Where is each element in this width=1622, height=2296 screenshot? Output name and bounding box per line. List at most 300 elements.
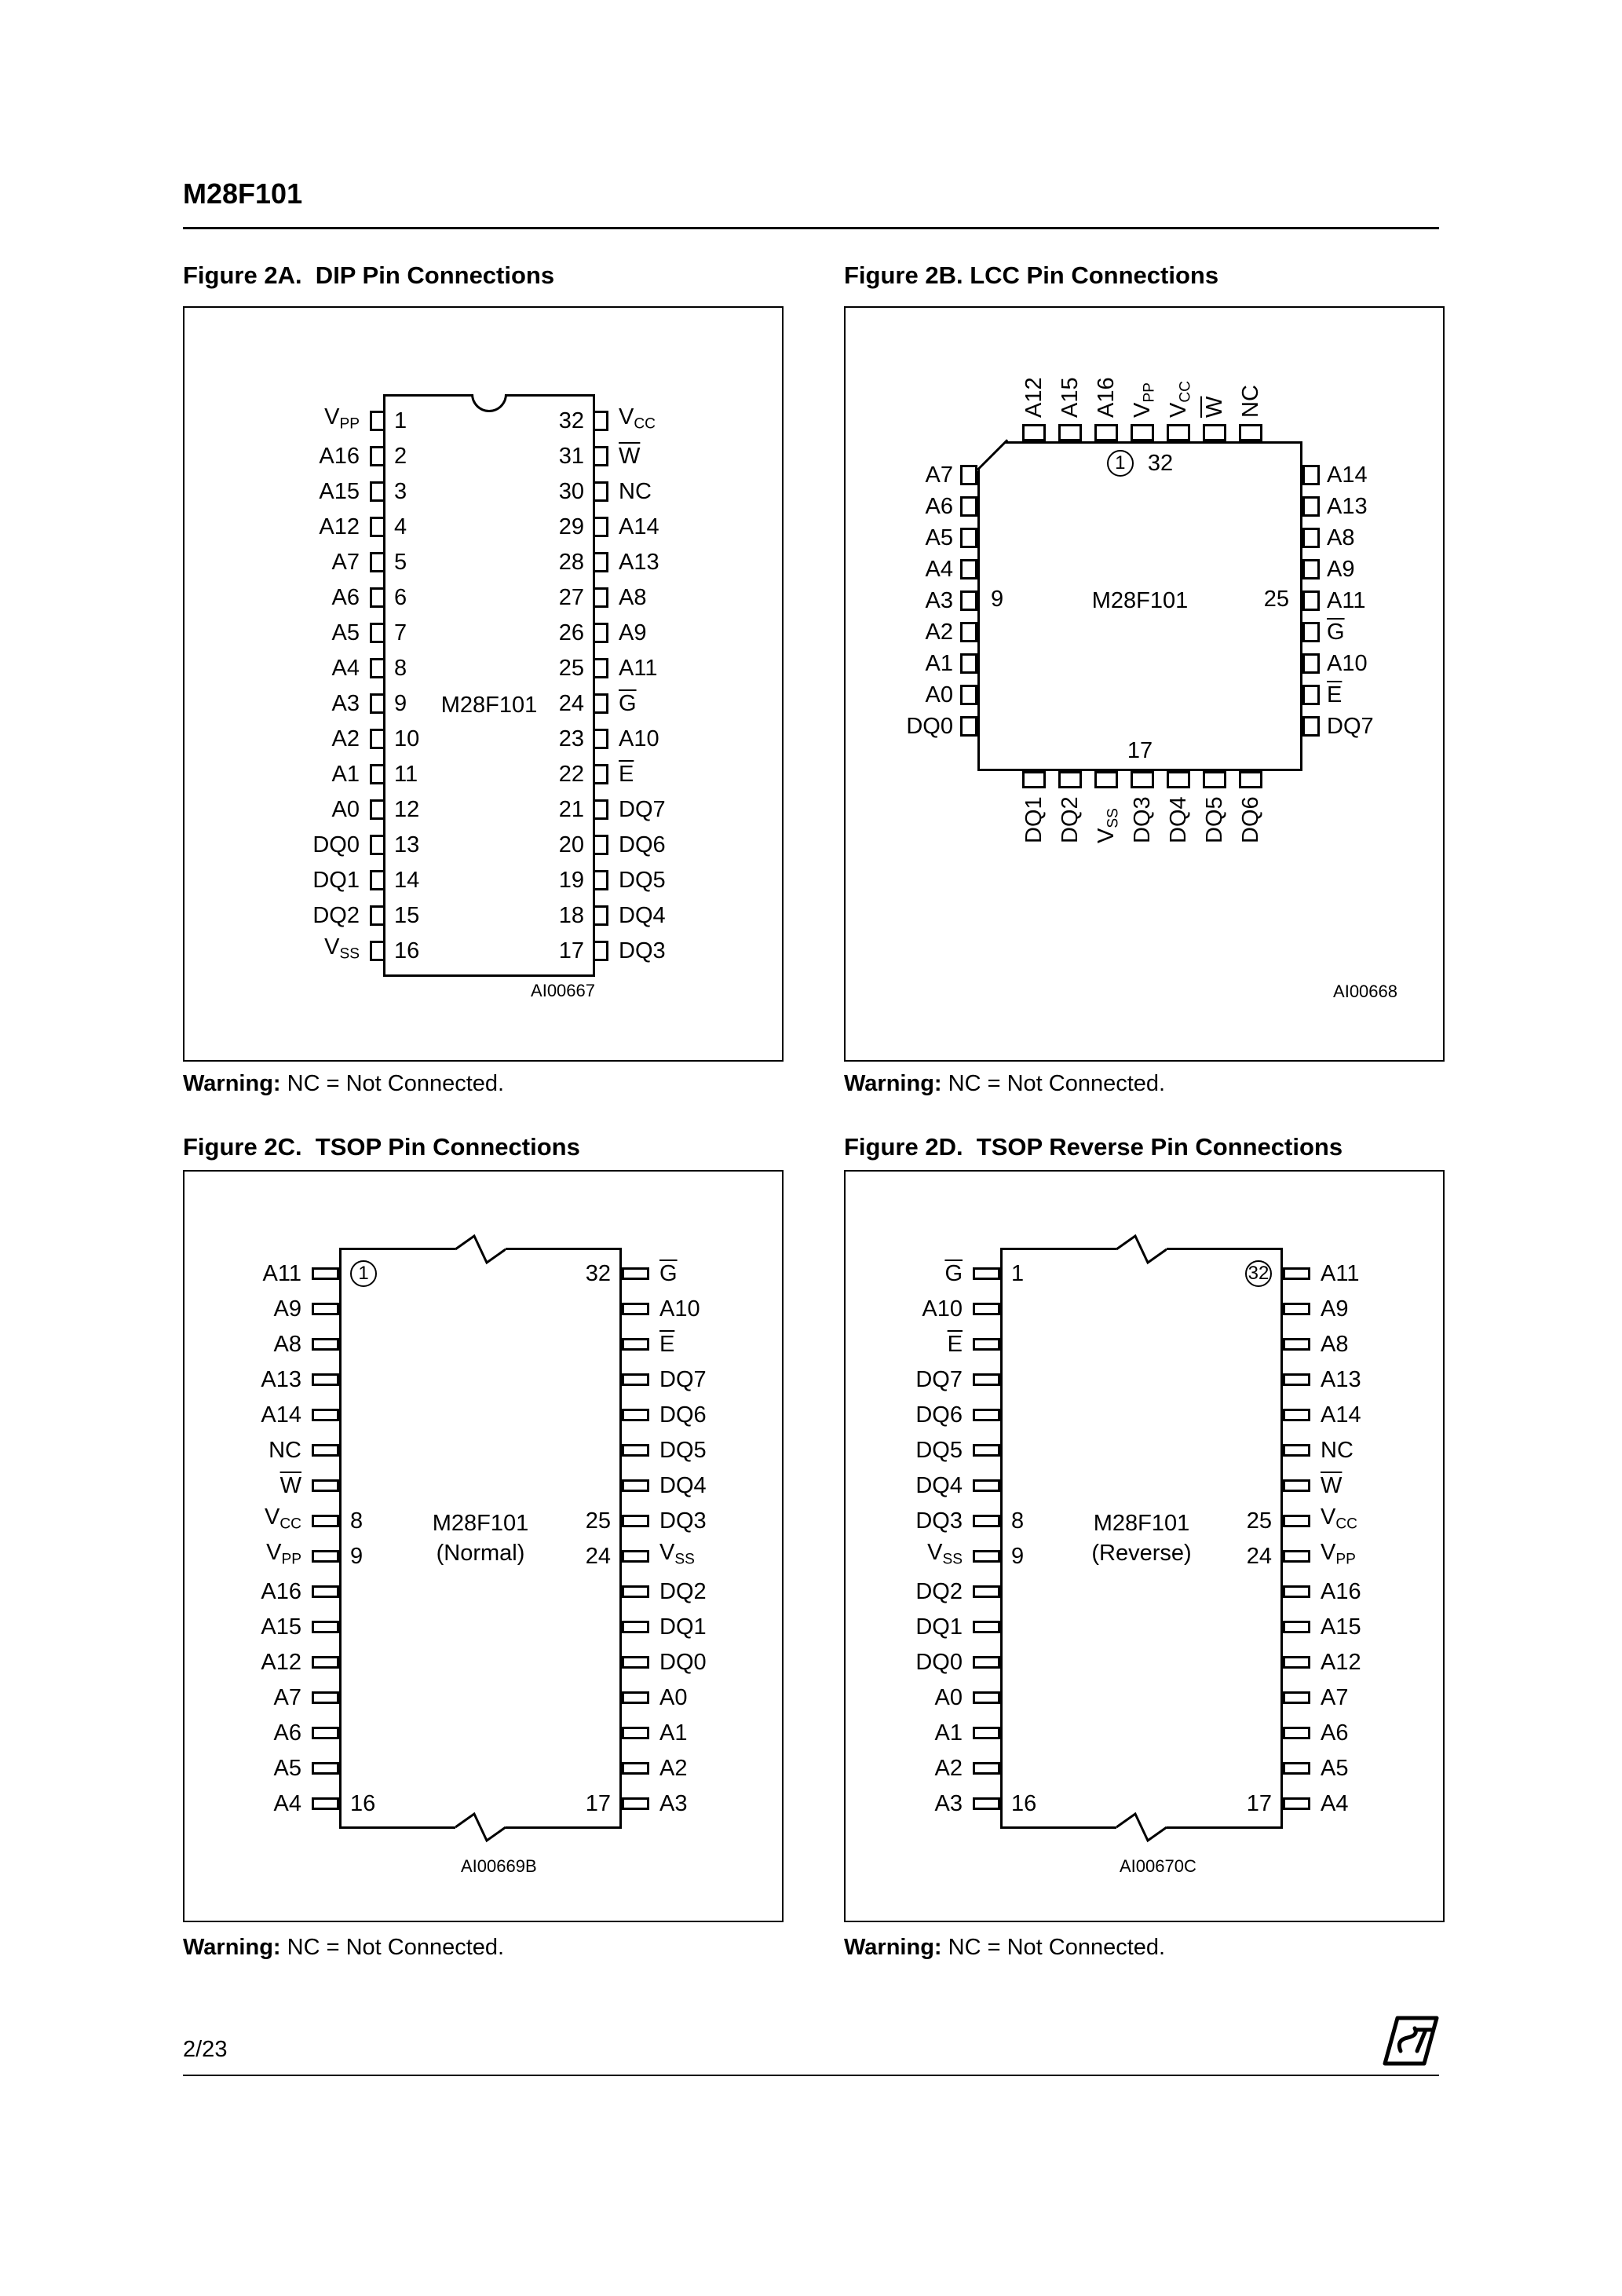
pin-icon <box>1283 1585 1310 1598</box>
pin-label: A4 <box>331 655 360 681</box>
pin-label: A16 <box>1321 1578 1361 1604</box>
chip-name <box>342 1508 619 1568</box>
pin-label: DQ3 <box>915 1508 963 1534</box>
tsop-diagram <box>193 1256 768 1821</box>
pin-label: $V_{SS}$ <box>927 1539 963 1568</box>
pin-label: A10 <box>619 726 659 751</box>
chip-variant-line: (Normal) <box>436 1541 525 1566</box>
chip-name <box>1003 1508 1280 1568</box>
pin-label-text: $\overline{W}$ <box>1202 396 1227 418</box>
pin-label-text: DQ2 <box>1058 796 1083 843</box>
pin-icon <box>370 517 383 537</box>
pin-label-text: $V_{CC}$ <box>1166 381 1194 418</box>
pin-icon <box>960 716 977 737</box>
pin-label: A11 <box>262 1260 301 1286</box>
pin-icon <box>973 1656 1000 1669</box>
pin-icon <box>973 1409 1000 1421</box>
pin-label: A1 <box>934 1720 963 1746</box>
pin-number: 7 <box>394 620 407 645</box>
pin-icon <box>1283 1303 1310 1315</box>
pin-icon <box>1302 622 1320 642</box>
pin-label: A6 <box>925 494 953 519</box>
pin-icon <box>1283 1762 1310 1775</box>
pin-label: $\overline{E}$ <box>1327 682 1343 707</box>
pin-label: DQ3 <box>659 1508 707 1534</box>
chip-name: M28F101 <box>1091 588 1189 613</box>
pin-label: DQ2 <box>312 902 360 928</box>
pin-icon <box>622 1267 649 1280</box>
pin-icon <box>960 528 977 548</box>
pin-number: 22 <box>558 761 584 787</box>
pin-icon <box>1239 771 1262 788</box>
pin-number: 17 <box>585 1790 611 1816</box>
pin-icon <box>973 1621 1000 1633</box>
pin-number: 21 <box>558 796 584 822</box>
pin-icon <box>312 1550 339 1563</box>
pin-icon <box>622 1444 649 1457</box>
pin-label: A12 <box>1321 1649 1361 1675</box>
pin-number: 25 <box>558 655 584 681</box>
pin-label: A1 <box>659 1720 688 1746</box>
pin-label: DQ6 <box>659 1402 707 1428</box>
pin-number: 3 <box>394 478 407 504</box>
pin-icon <box>1203 771 1226 788</box>
pin-icon <box>973 1338 1000 1351</box>
pin-number: 6 <box>394 584 407 610</box>
pin-icon <box>960 622 977 642</box>
pin-label: $V_{SS}$ <box>324 934 360 963</box>
pin-label: $\overline{G}$ <box>659 1260 678 1286</box>
figure-2b-box <box>844 306 1445 1062</box>
pin-label: NC <box>619 478 652 504</box>
pin-icon <box>1167 771 1190 788</box>
pin-label-text: DQ5 <box>1202 796 1227 843</box>
pin-number: 32 <box>585 1260 611 1286</box>
pin-icon <box>595 481 608 502</box>
pin-icon <box>370 870 383 890</box>
warning-label: Warning: <box>183 1935 281 1960</box>
pin-label <box>1164 795 1193 843</box>
pin-number: 15 <box>394 902 420 928</box>
pin-label-text: $V_{SS}$ <box>1094 808 1122 843</box>
pin-icon <box>622 1373 649 1386</box>
pin-icon <box>973 1550 1000 1563</box>
break-line-icon <box>455 1812 506 1843</box>
pin-icon <box>1302 653 1320 674</box>
pin-label-text: DQ4 <box>1166 796 1191 843</box>
pin-label: A7 <box>1321 1684 1349 1710</box>
pin-label: $V_{PP}$ <box>324 404 360 433</box>
pin-icon <box>312 1656 339 1669</box>
pin-icon <box>973 1303 1000 1315</box>
pin1-circle: 1 <box>1107 450 1134 477</box>
pin-icon <box>370 905 383 926</box>
pin-label: A0 <box>659 1684 688 1710</box>
pin-label: $\overline{W}$ <box>279 1472 301 1498</box>
pin-label: A14 <box>1327 462 1368 488</box>
pin-label: A5 <box>925 525 953 550</box>
figure-2b-title: Figure 2B. LCC Pin Connections <box>844 261 1219 289</box>
pin17-number: 17 <box>1127 738 1153 763</box>
pin-icon <box>595 729 608 749</box>
pin1-marker <box>980 450 1300 477</box>
page-title: M28F101 <box>183 177 303 210</box>
pin-label: A12 <box>319 514 360 539</box>
pin-icon <box>370 729 383 749</box>
pin-label <box>1200 795 1229 843</box>
warning-label: Warning: <box>844 1071 942 1096</box>
pin-icon <box>973 1515 1000 1527</box>
pin-label: DQ0 <box>906 714 953 739</box>
chip-name-line: M28F101 <box>432 1511 529 1536</box>
pin-icon <box>622 1797 649 1810</box>
pin25-number: 25 <box>1263 587 1289 612</box>
pin-icon <box>1302 528 1320 548</box>
pin-label: A8 <box>1327 525 1355 550</box>
pin-label: A0 <box>925 682 953 707</box>
pin-icon <box>595 411 608 431</box>
pin-label: DQ7 <box>1327 714 1374 739</box>
warning-text: NC = Not Connected. <box>287 1071 505 1096</box>
pin-label: A16 <box>319 443 360 469</box>
figure-ref: AI00667 <box>531 981 595 1000</box>
pin-icon <box>312 1338 339 1351</box>
pin-icon <box>595 446 608 466</box>
pin-number: 20 <box>558 832 584 857</box>
chip-notch-icon <box>471 394 507 412</box>
pin-icon <box>370 411 383 431</box>
pin-icon <box>370 587 383 608</box>
pin-number: 31 <box>558 443 584 469</box>
header-rule <box>183 227 1439 229</box>
pin-icon <box>595 552 608 572</box>
pin-icon <box>622 1691 649 1704</box>
tsop-chip-body <box>1000 1248 1283 1829</box>
pin-icon <box>1283 1656 1310 1669</box>
figure-2d-box <box>844 1170 1445 1922</box>
pin-label: DQ5 <box>659 1437 707 1463</box>
pin-label: NC <box>1321 1437 1353 1463</box>
pin-icon <box>370 481 383 502</box>
pin-label: A2 <box>934 1755 963 1781</box>
pin-label <box>1092 795 1120 843</box>
lcc-chip-body <box>906 377 1374 843</box>
pin-icon <box>595 693 608 714</box>
footer-rule <box>183 2075 1439 2076</box>
pin-icon <box>973 1267 1000 1280</box>
pin-icon <box>312 1515 339 1527</box>
pin-label: DQ7 <box>659 1366 707 1392</box>
pin-label: NC <box>269 1437 301 1463</box>
pin-label-text: DQ3 <box>1130 796 1155 843</box>
pin-number: 13 <box>394 832 420 857</box>
pin-icon <box>312 1727 339 1739</box>
pin-label: A7 <box>331 549 360 575</box>
pin-icon <box>1283 1409 1310 1421</box>
pin-number: 24 <box>558 690 584 716</box>
pin-label: A14 <box>261 1402 301 1428</box>
pin-label: A2 <box>659 1755 688 1781</box>
pin-label: $\overline{E}$ <box>619 761 634 787</box>
pin-icon <box>1203 424 1226 441</box>
pin1-circle: 1 <box>350 1260 377 1287</box>
pin-label: $\overline{W}$ <box>1321 1472 1343 1498</box>
pin-icon <box>973 1691 1000 1704</box>
pin-number: 16 <box>350 1790 376 1816</box>
pin-icon <box>1302 590 1320 611</box>
pin-label: A8 <box>273 1331 301 1357</box>
warning-2b <box>844 1071 1165 1097</box>
pin-label: DQ0 <box>915 1649 963 1675</box>
pin-label: $V_{PP}$ <box>1321 1539 1356 1568</box>
pin-label: A8 <box>1321 1331 1349 1357</box>
warning-2d <box>844 1935 1165 1961</box>
pin-label-text: A16 <box>1094 377 1119 418</box>
pin-icon <box>370 446 383 466</box>
warning-text: NC = Not Connected. <box>948 1071 1166 1096</box>
pin-icon <box>1283 1267 1310 1280</box>
pin-icon <box>1131 771 1154 788</box>
pin-label-text: $V_{PP}$ <box>1130 382 1158 418</box>
pin-icon <box>973 1797 1000 1810</box>
figure-2a-title: Figure 2A. DIP Pin Connections <box>183 261 555 289</box>
pin-number: 26 <box>558 620 584 645</box>
pin-icon <box>973 1444 1000 1457</box>
pin-label: A5 <box>273 1755 301 1781</box>
pin-label: $\overline{G}$ <box>1327 620 1345 645</box>
pin-icon <box>595 905 608 926</box>
pin-icon <box>1058 771 1082 788</box>
pin-number: 24 <box>1246 1543 1272 1569</box>
pin-number: 5 <box>394 549 407 575</box>
pin-icon <box>1239 424 1262 441</box>
figure-ref: AI00669B <box>461 1856 537 1876</box>
pin-icon <box>1302 685 1320 705</box>
pin-icon <box>622 1621 649 1633</box>
pin-label: DQ4 <box>915 1472 963 1498</box>
pin-icon <box>960 465 977 485</box>
pin-label: $V_{CC}$ <box>1321 1504 1357 1533</box>
pin-icon <box>622 1550 649 1563</box>
break-line-icon <box>455 1234 506 1265</box>
pin-icon <box>622 1727 649 1739</box>
pin-icon <box>1283 1797 1310 1810</box>
pin-icon <box>960 496 977 517</box>
pin-number: 9 <box>1011 1543 1025 1569</box>
pin-icon <box>312 1373 339 1386</box>
pin-number: 11 <box>394 761 418 787</box>
pin-label: A8 <box>619 584 647 610</box>
pin-label: DQ4 <box>619 902 666 928</box>
pin-label: A11 <box>1327 588 1366 613</box>
pin-icon <box>960 590 977 611</box>
pin-number: 12 <box>394 796 420 822</box>
pin-icon <box>973 1727 1000 1739</box>
pin-label: DQ4 <box>659 1472 707 1498</box>
pin-number: 9 <box>350 1543 363 1569</box>
pin-icon <box>960 559 977 579</box>
pin-icon <box>1302 716 1320 737</box>
pin-label: A9 <box>1327 557 1355 582</box>
page-number: 2/23 <box>183 2037 228 2062</box>
pin-number: 24 <box>585 1543 611 1569</box>
pin-icon <box>1302 496 1320 517</box>
figure-2c-title: Figure 2C. TSOP Pin Connections <box>183 1133 580 1161</box>
pin-label: A6 <box>331 584 360 610</box>
pin-icon <box>1094 771 1118 788</box>
pin-number: 1 <box>394 408 407 433</box>
pin-icon <box>595 764 608 784</box>
pin-label: A7 <box>273 1684 301 1710</box>
pin-icon <box>622 1585 649 1598</box>
pin-label <box>1128 795 1156 843</box>
pin-icon <box>622 1515 649 1527</box>
pin-label: A3 <box>925 588 953 613</box>
pin-number: 16 <box>394 938 420 963</box>
pin-label: $\overline{E}$ <box>659 1331 675 1357</box>
pin-number: 17 <box>558 938 584 963</box>
pin-label: A13 <box>261 1366 301 1392</box>
pin-icon <box>370 764 383 784</box>
pin-number: 8 <box>394 655 407 681</box>
pin-icon <box>960 685 977 705</box>
pin-label: A4 <box>925 557 953 582</box>
pin-number: 18 <box>558 902 584 928</box>
figure-2a-box <box>183 306 784 1062</box>
pin-number: 32 <box>558 408 584 433</box>
pin-icon <box>1283 1479 1310 1492</box>
chip-name-line: M28F101 <box>1093 1511 1190 1536</box>
pin-label: A9 <box>1321 1296 1349 1322</box>
pin-label: $\overline{E}$ <box>947 1331 963 1357</box>
pin-icon <box>973 1585 1000 1598</box>
pin-label: DQ2 <box>915 1578 963 1604</box>
break-line-icon <box>1116 1234 1167 1265</box>
pin-label: A1 <box>331 761 360 787</box>
pin-icon <box>312 1691 339 1704</box>
pin-number: 2 <box>394 443 407 469</box>
pin-label: A13 <box>1321 1366 1361 1392</box>
pin-icon <box>312 1409 339 1421</box>
pin-icon <box>1167 424 1190 441</box>
pin-number: 30 <box>558 478 584 504</box>
pin-icon <box>370 623 383 643</box>
pin-label: A5 <box>1321 1755 1349 1781</box>
pin-number: 4 <box>394 514 407 539</box>
pin-label: A3 <box>659 1790 688 1816</box>
pin-label: DQ0 <box>659 1649 707 1675</box>
pin-number: 10 <box>394 726 420 751</box>
pin-label: A15 <box>261 1614 301 1640</box>
pin-icon <box>595 658 608 678</box>
pin-label: A0 <box>331 796 360 822</box>
pin-icon <box>622 1338 649 1351</box>
pin-label-text: A15 <box>1058 377 1083 418</box>
pin-icon <box>1283 1373 1310 1386</box>
pin-icon <box>595 587 608 608</box>
pin-icon <box>312 1762 339 1775</box>
pin-label: A2 <box>331 726 360 751</box>
pin-icon <box>312 1479 339 1492</box>
figure-2d-title: Figure 2D. TSOP Reverse Pin Connections <box>844 1133 1343 1161</box>
pin-label: A7 <box>925 462 953 488</box>
pin-label: A4 <box>1321 1790 1349 1816</box>
pin-icon <box>1283 1515 1310 1527</box>
pin-icon <box>1283 1621 1310 1633</box>
pin-label: $V_{CC}$ <box>619 404 656 433</box>
pin-label: DQ1 <box>659 1614 707 1640</box>
figure-2c-box <box>183 1170 784 1922</box>
warning-label: Warning: <box>844 1935 942 1960</box>
pin-icon <box>973 1762 1000 1775</box>
pin-label: A15 <box>319 478 360 504</box>
pin-number: 9 <box>394 690 407 716</box>
figure-ref: AI00668 <box>1333 982 1397 1001</box>
chip-name: M28F101 <box>440 693 538 718</box>
pin-label: DQ1 <box>915 1614 963 1640</box>
pin-label: A1 <box>925 651 953 676</box>
pin-icon <box>595 623 608 643</box>
pin-label: A9 <box>273 1296 301 1322</box>
pin-icon <box>973 1479 1000 1492</box>
pin-icon <box>595 941 608 961</box>
pin1-circle: 32 <box>1245 1260 1272 1287</box>
pin-label: DQ1 <box>312 867 360 893</box>
pin-label: $\overline{W}$ <box>619 443 641 469</box>
pin-icon <box>1283 1444 1310 1457</box>
pin-icon <box>622 1479 649 1492</box>
dip-diagram <box>232 403 747 968</box>
pin-label: $V_{SS}$ <box>659 1539 695 1568</box>
figure-ref: AI00670C <box>1120 1856 1196 1876</box>
pin-icon <box>370 835 383 855</box>
tsop-reverse-diagram <box>854 1256 1429 1821</box>
pin-label: A10 <box>922 1296 963 1322</box>
pin-label: $\overline{G}$ <box>619 690 637 716</box>
pin-label <box>1164 308 1193 418</box>
pin-icon <box>312 1621 339 1633</box>
pin-icon <box>595 517 608 537</box>
break-line-icon <box>1116 1812 1167 1843</box>
pin-label: DQ6 <box>915 1402 963 1428</box>
pin-icon <box>622 1409 649 1421</box>
pin-icon <box>960 653 977 674</box>
warning-2c <box>183 1935 504 1961</box>
pin-label: A13 <box>619 549 659 575</box>
pin-label: A6 <box>273 1720 301 1746</box>
pin-icon <box>1283 1691 1310 1704</box>
pin-label: $V_{PP}$ <box>266 1539 301 1568</box>
pin-icon <box>312 1267 339 1280</box>
pin-label: A0 <box>934 1684 963 1710</box>
pin-label: A14 <box>1321 1402 1361 1428</box>
pin-label <box>1237 308 1265 418</box>
pin-number: 29 <box>558 514 584 539</box>
pin-icon <box>595 835 608 855</box>
pin9-number: 9 <box>991 587 1004 612</box>
pin-label: A3 <box>934 1790 963 1816</box>
pin-icon <box>622 1303 649 1315</box>
pin-label: A12 <box>261 1649 301 1675</box>
pin32-number: 32 <box>1147 450 1174 476</box>
pin-label-text: NC <box>1238 385 1263 418</box>
pin-label: A5 <box>331 620 360 645</box>
pin-number: 25 <box>1246 1508 1272 1534</box>
pin-icon <box>1131 424 1154 441</box>
pin-icon <box>622 1656 649 1669</box>
pin-icon <box>1283 1338 1310 1351</box>
warning-label: Warning: <box>183 1071 281 1096</box>
